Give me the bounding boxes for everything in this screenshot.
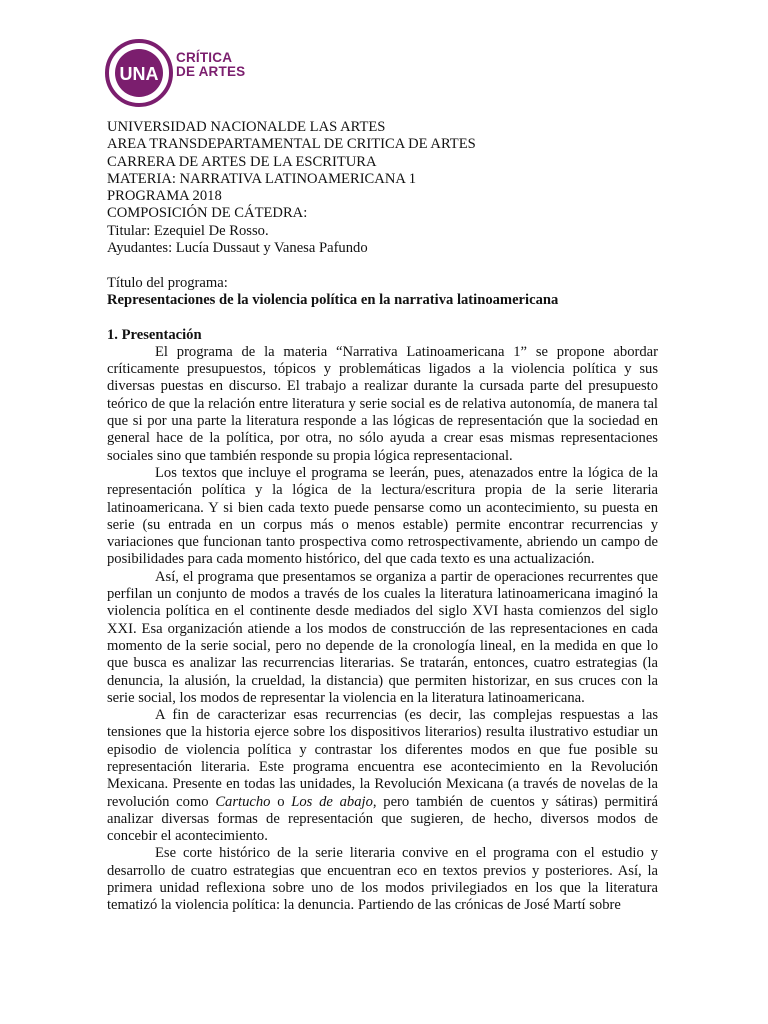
document-header (107, 119, 658, 257)
header-program-year: PROGRAMA 2018 (107, 188, 222, 205)
logo-line-1: CRÍTICA (176, 50, 233, 65)
section-heading: 1. Presentación (107, 326, 202, 343)
paragraph-4 (107, 707, 658, 845)
una-critica-de-artes-logo (104, 38, 304, 108)
header-assistants: Ayudantes: Lucía Dussaut y Vanesa Pafundo (107, 240, 368, 257)
paragraph-2: Los textos que incluye el programa se leerán, pues, atenazados entre la lógica de la representación política y la lógica de la lectura/escritura propia de la serie literaria latinoamericana. Y si bien cada texto puede pensarse como un acontecimiento, su puesta en serie (su entrada en un corpus más o menos estable) permite encontrar recurrencias y variaciones que funcionan tanto prospectiva como retrospectivamente, abriendo un campo de posibilidades para cada momento histórico, del que cada texto es una actualización. (107, 464, 658, 568)
header-career: CARRERA DE ARTES DE LA ESCRITURA (107, 153, 377, 170)
paragraph-1: El programa de la materia “Narrativa Latinoamericana 1” se propone abordar críticamente presupuestos, tópicos y problemáticas ligados a la violencia política y sus diversas puestas en discurso. El trabajo a realizar durante la cursada parte del presupuesto teórico de que la relación entre literatura y serie social es de relativa autonomía, de manera tal que si por una parte la literatura responde a las lógicas de representación que la sociedad en general hace de la política, por otra, no sólo ayuda a crear esas mismas representaciones sociales sino que también responde su propia lógica representacional. (107, 343, 658, 464)
logo-mark-text: UNA (119, 64, 159, 84)
paragraph-5: Ese corte histórico de la serie literaria convive en el programa con el estudio y desarrollo de cuatro estrategias que encuentran eco en textos previos y posteriores. Así, la primera unidad reflexiona sobre uno de los modos privilegiados en los que la literatura tematizó la violencia política: la denuncia. Partiendo de las crónicas de José Martí sobre (107, 845, 658, 914)
una-circle-logo-mark (104, 38, 174, 108)
paragraph-4-part-a: A fin de caracterizar esas recurrencias (es decir, las complejas respuestas a las tensiones que la historia ejerce sobre los dispositivos literarios) resulta ilustrativo estudiar un episodio de violencia política y contrastar los diferentes modos en que fue posible su representación literaria. Este programa encuentra ese acontecimiento en la Revolución Mexicana. Presente en todas las unidades, la Revolución Mexicana (a través de novelas de la revolución como (107, 707, 658, 810)
title-los-de-abajo: Los de abajo (291, 793, 373, 810)
header-subject: MATERIA: NARRATIVA LATINOAMERICANA 1 (107, 170, 417, 187)
header-area: AREA TRANSDEPARTAMENTAL DE CRITICA DE ARTES (107, 136, 476, 153)
header-titular: Titular: Ezequiel De Rosso. (107, 222, 269, 239)
program-label: Título del programa: (107, 274, 228, 291)
paragraph-4-part-b: o (270, 793, 292, 810)
header-composition: COMPOSICIÓN DE CÁTEDRA: (107, 205, 308, 222)
header-university: UNIVERSIDAD NACIONALDE LAS ARTES (107, 119, 386, 135)
paragraph-4-part-c: , pero también de cuentos y sátiras) permitirá analizar diversas formas de representación que sugieren, de hecho, diversos modos de concebir el acontecimiento. (107, 793, 658, 845)
logo-line-2: DE ARTES (176, 64, 246, 79)
program-title: Representaciones de la violencia política en la narrativa latinoamericana (107, 291, 559, 308)
paragraph-3: Así, el programa que presentamos se organiza a partir de operaciones recurrentes que perfilan un conjunto de modos a través de los cuales la literatura latinoamericana imaginó la violencia política en el continente desde mediados del siglo XVI hasta comienzos del siglo XXI. Esa organización atiende a los modos de construcción de las representaciones en cada momento de la serie social, pero no depende de la cronología lineal, en la medida en que lo que busca es analizar las recurrencias literarias. Se tratarán, entonces, cuatro estrategias (la denuncia, la alusión, la crueldad, la distancia) que permiten historizar, en sus cruces con la serie social, los modos de representar la violencia en la literatura latinoamericana. (107, 568, 658, 706)
title-cartucho: Cartucho (215, 793, 271, 810)
logo-wordmark (176, 51, 245, 79)
document-body (107, 119, 658, 915)
